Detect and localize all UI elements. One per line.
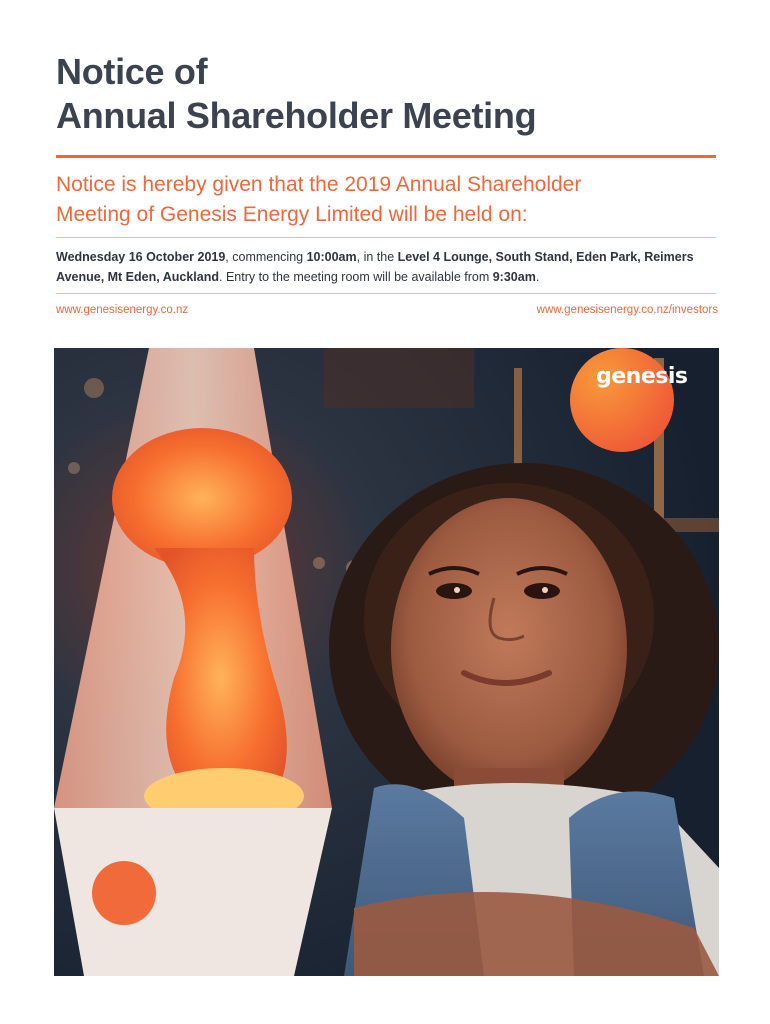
details-text-4: . xyxy=(535,270,540,284)
meeting-details xyxy=(56,247,718,287)
website-link[interactable]: www.genesisenergy.co.nz xyxy=(56,304,189,316)
intro-line-2: Meeting of Genesis Energy Limited will be held on: xyxy=(56,203,528,226)
details-top-divider xyxy=(56,237,716,238)
details-text-3: . Entry to the meeting room will be available from xyxy=(219,270,493,284)
meeting-date: Wednesday 16 October 2019 xyxy=(56,250,226,264)
intro-line-1: Notice is hereby given that the 2019 Annual Shareholder xyxy=(56,173,582,196)
investors-link[interactable]: www.genesisenergy.co.nz/investors xyxy=(536,304,718,316)
title-line-1: Notice of xyxy=(56,51,208,92)
meeting-time: 10:00am xyxy=(306,250,357,264)
page-title xyxy=(56,50,536,138)
details-text-1: , commencing xyxy=(225,250,307,264)
meeting-venue: Level 4 Lounge, South Stand, Eden Park, Reimers Avenue, Mt Eden, Auckland xyxy=(56,250,694,284)
entry-time: 9:30am xyxy=(492,270,536,284)
genesis-logo-text: genesis xyxy=(596,364,688,389)
lava-lamp-girl-photo xyxy=(54,348,719,976)
intro-text xyxy=(56,170,716,230)
title-line-2: Annual Shareholder Meeting xyxy=(56,95,537,136)
title-divider xyxy=(56,155,716,158)
hero-photo xyxy=(54,348,719,976)
details-bottom-divider xyxy=(56,293,716,294)
details-text-2: , in the xyxy=(356,250,398,264)
